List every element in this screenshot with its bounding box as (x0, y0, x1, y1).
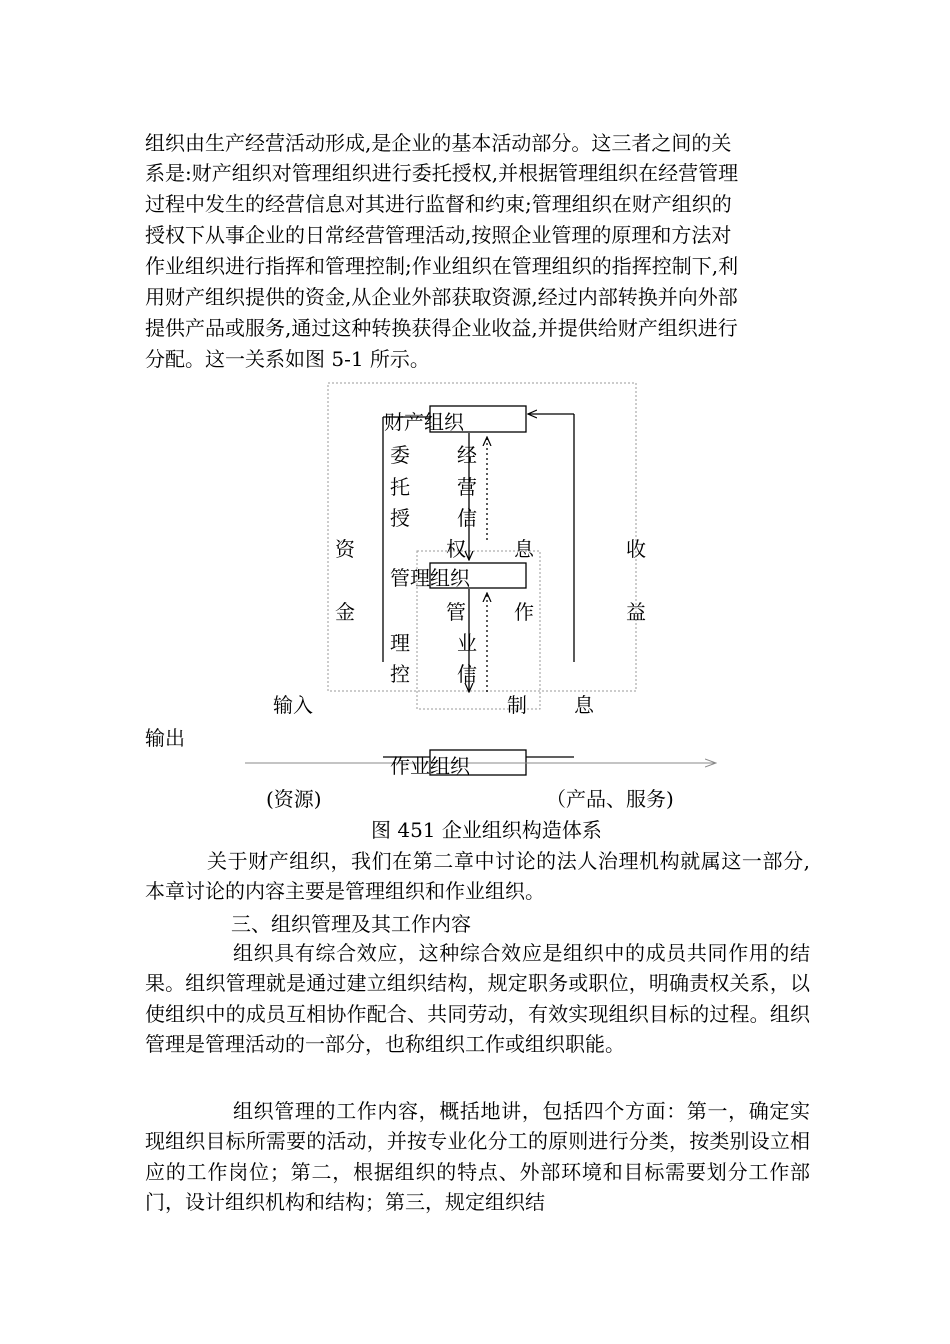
label-xin1: 信 (457, 506, 477, 530)
label-ye: 业 (457, 631, 477, 655)
label-xi1: 息 (514, 537, 534, 561)
intro-line-4: 授权下从事企业的日常经营管理活动,按照企业管理的原理和方法对 (145, 223, 732, 247)
intro-line-2: 系是:财产组织对管理组织进行委托授权,并根据管理组织在经营管理 (145, 161, 739, 185)
resource-label: (资源) (266, 787, 322, 811)
label-li: 理 (390, 631, 410, 655)
products-label: （产品、服务) (546, 787, 674, 811)
intro-line-3: 过程中发生的经营信息对其进行监督和约束;管理组织在财产组织的 (145, 192, 732, 216)
label-zuo: 作 (514, 600, 534, 624)
mgmt-org-label: 管理组织 (390, 566, 470, 590)
work-org-label: 作业组织 (390, 754, 470, 778)
intro-line-8: 分配。这一关系如图 5-1 所示。 (145, 347, 430, 371)
intro-line-7: 提供产品或服务,通过这种转换获得企业收益,并提供给财产组织进行 (145, 316, 738, 340)
label-tuo: 托 (390, 475, 410, 499)
outer-dotted-frame (328, 383, 636, 691)
label-guan: 管 (446, 600, 466, 624)
label-xi2: 息 (574, 693, 594, 717)
intro-line-1: 组织由生产经营活动形成,是企业的基本活动部分。这三者之间的关 (145, 131, 732, 155)
property-org-label: 财产组织 (384, 410, 464, 434)
label-jing: 经 (457, 443, 477, 467)
input-label: 输入 (273, 693, 313, 717)
label-yi: 益 (626, 600, 646, 624)
section-heading: 三、组织管理及其工作内容 (231, 912, 471, 936)
label-quan: 权 (446, 537, 466, 561)
intro-line-6: 用财产组织提供的资金,从企业外部获取资源,经过内部转换并向外部 (145, 285, 738, 309)
label-zi: 资 (335, 537, 355, 561)
intro-line-5: 作业组织进行指挥和管理控制;作业组织在管理组织的指挥控制下,利 (145, 254, 739, 278)
label-zhi: 制 (507, 693, 527, 717)
figure-caption: 图 451 企业组织构造体系 (371, 818, 602, 842)
label-shou: 授 (390, 506, 410, 530)
label-jin: 金 (335, 600, 355, 624)
label-xin2: 信 (457, 662, 477, 686)
paragraph-2: 组织具有综合效应，这种综合效应是组织中的成员共同作用的结果。组织管理就是通过建立组织结构，规定职务或职位，明确责权关系，以使组织中的成员互相协作配合、共同劳动，有效实现组织目标的过程。组织管理是管理活动的一部分，也称组织工作或组织职能。 (145, 941, 810, 1057)
label-shou2: 收 (626, 537, 646, 561)
paragraph-1: 关于财产组织，我们在第二章中讨论的法人治理机构就属这一部分,本章讨论的内容主要是管理组织和作业组织。 (145, 849, 810, 904)
label-wei: 委 (390, 443, 410, 467)
paragraph-3: 组织管理的工作内容，概括地讲，包括四个方面：第一，确定实现组织目标所需要的活动，并按专业化分工的原则进行分类，按类别设立相应的工作岗位；第二，根据组织的特点、外部环境和目标需要划分工作部门，设计组织机构和结构；第三，规定组织结 (145, 1099, 810, 1215)
label-kong: 控 (390, 662, 410, 686)
label-ying: 营 (457, 475, 477, 499)
output-label: 输出 (145, 726, 185, 750)
